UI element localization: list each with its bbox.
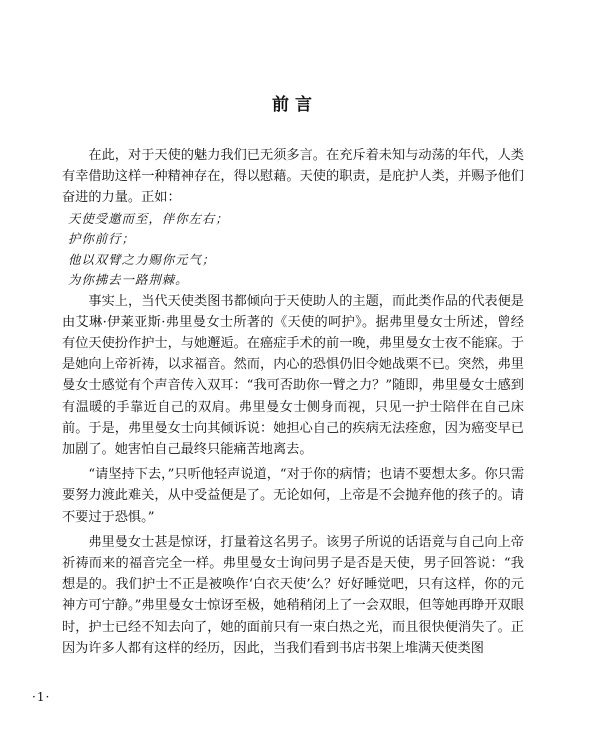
paragraph-1: 事实上，当代天使类图书都倾向于天使助人的主题，而此类作品的代表便是由艾琳·伊莱亚斯·弗里曼女士所著的《天使的呵护》。据弗里曼女士所述，曾经有位天使扮作护士，与她邂逅。在癌症手术的前一晚，弗里曼女士夜不能寐。于是她向上帝祈祷，以求福音。然而，内心的恐惧仍旧令她战栗不已。突然，弗里曼女士感觉有个声音传入双耳：“我可否助你一臂之力？”随即，弗里曼女士感到有温暖的手靠近自己的双肩。弗里曼女士侧身而视，只见一护士陪伴在自己床前。于是，弗里曼女士向其倾诉说：她担心自己的疾病无法痊愈，因为癌变早已加剧了。她害怕自己最终只能痛苦地离去。	[62, 293, 524, 458]
verse-line: 为你拂去一路荆棘。	[68, 272, 189, 288]
page-title: 前言	[272, 95, 318, 115]
paragraph-3: 弗里曼女士甚是惊讶，打量着这名男子。该男子所说的话语竟与自己向上帝祈祷而来的福音完全一样。弗里曼女士询问男子是否是天使，男子回答说：“我想是的。我们护士不正是被唤作‘白衣天使’么？好好睡觉吧，只有这样，你的元神方可宁静。”弗里曼女士惊讶至极，她稍稍闭上了一会双眼，但等她再睁开双眼时，护士已经不知去向了，她的面前只有一束白热之光，而且很快便消失了。正因为许多人都有这样的经历，因此，当我们看到书店书架上堆满天使类图	[62, 534, 524, 656]
intro-paragraph: 在此，对于天使的魅力我们已无须多言。在充斥着未知与动荡的年代，人类有幸借助这样一种精神存在，得以慰藉。天使的职责，是庇护人类，并赐予他们奋进的力量。正如：	[62, 148, 524, 206]
page-number: ·1·	[32, 690, 51, 704]
body-text	[62, 145, 524, 659]
paragraph-2: “请坚持下去，”只听他轻声说道，“对于你的病情；也请不要想太多。你只需要努力渡此难关，从中受益便是了。无论如何，上帝是不会抛弃他的孩子的。请不要过于恐惧。”	[62, 467, 525, 525]
verse-line: 他以双臂之力赐你元气；	[68, 251, 216, 267]
verse-line: 护你前行；	[68, 231, 135, 247]
verse-line: 天使受邀而至，伴你左右；	[68, 210, 229, 226]
